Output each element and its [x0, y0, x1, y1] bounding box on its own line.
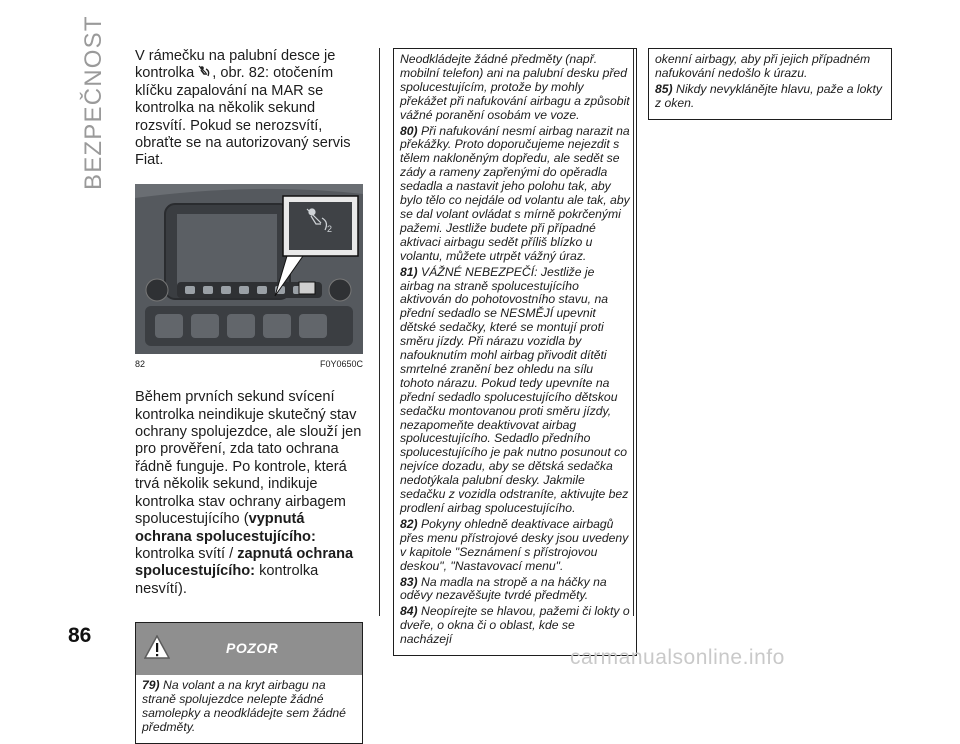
- column-rule-1: [379, 48, 380, 616]
- warnings-column-2: [393, 48, 637, 656]
- page-number: 86: [68, 624, 92, 647]
- figure-code: F0Y0650C: [319, 358, 363, 369]
- svg-text:2: 2: [327, 223, 333, 234]
- warning-82: 82) Pokyny ohledně deaktivace airbagů přes menu přístrojové desky jsou uvedeny v kapitole "Seznámení s přístrojovou deskou", "Nastavovací menu".: [400, 516, 629, 573]
- warning-80: 80) Při nafukování nesmí airbag narazit na překážky. Proto doporučujeme nejezdit s tělem nakloněným dopředu, ale sedět se zády a rameny zapřenými do opěradla sedadla a nastavit jeho polohu tak, aby bylo tělo co nejdále od volantu ale tak, aby se dal volant ovládat s mírně pokrčenými pažemi. Jestliže budete při případné aktivaci airbagu sedět příliš blízko u volantu, můžete utrpět vážný úraz.: [400, 123, 630, 263]
- warning-title: POZOR: [226, 640, 279, 657]
- warning-triangle-icon: [144, 635, 170, 659]
- status-paragraph: Během prvních sekund svícení kontrolka neindikuje skutečný stav ochrany spolujezdce, ale slouží jen pro prověření, zda tato ochrana řádně funguje. Po kontrole, která trvá několik sekund, indikuje kontrolka stav ochrany airbagem spolucestujícího (vypnutá ochrana spolucestujícího: kontrolka svítí / zapnutá ochrana spolucestujícího: kontrolka nesvítí).: [135, 389, 362, 597]
- warning-81: 81) VÁŽNÉ NEBEZPEČÍ: Jestliže je airbag na straně spolucestujícího aktivován do pohotovostního stavu, na přední sedadlo se NESMĚJÍ upevnit dětské sedačky, které se montují proti směru jízdy. Při nárazu vozidla by nafouknutím mohl airbag přivodit dítěti smrtelné zranění bez ohledu na sílu tohoto nárazu. Pokud tedy upevníte na přední sedadlo spolucestujícího dětskou sedačku montovanou proti směru jízdy, nezapomeňte deaktivovat airbag spolucestujícího. Sedadlo předního spolucestujícího je pak nutno posunout co nejvíce dozadu, aby se dětská sedačka nedotýkala palubní desky. Jakmile sedačku z vozidla odstraníte, aktivujte bez prodlení airbag spolucestujícího.: [400, 264, 629, 515]
- warnings-column-3: [648, 48, 892, 120]
- warning-continued: Neodkládejte žádné předměty (např. mobilní telefon) ani na palubní desku před spolucestujícím, protože by mohly překážet při nafukování airbagu a způsobit vážné poranění osobám ve voze.: [400, 52, 630, 122]
- section-title: BEZPEČNOST: [80, 15, 107, 190]
- column-1: [135, 48, 363, 744]
- warning-body: 79) Na volant a na kryt airbagu na straně spolujezdce nelepte žádné samolepky a neodkládejte sem žádné předměty.: [142, 678, 346, 734]
- watermark: carmanualsonline.info: [570, 646, 785, 669]
- warning-continued-3: okenní airbagy, aby při jejich případném nafukování nedošlo k úrazu.: [655, 52, 871, 80]
- figure-number: 82: [135, 358, 146, 369]
- dashboard-illustration: [135, 184, 363, 354]
- warning-84: 84) Neopírejte se hlavou, pažemi či lokty o dveře, o okna či o oblast, kde se nacházejí: [400, 604, 630, 647]
- figure-dashboard-image: [135, 184, 363, 354]
- intro-paragraph: V rámečku na palubní desce je kontrolka , obr. 82: otočením klíčku zapalování na MAR se kontrolka na několik sekund rozsvítí. Pokud se nerozsvítí, obraťte se na autorizovaný servis Fiat.: [135, 48, 351, 169]
- warning-83: 83) Na madla na stropě a na háčky na oděvy nezavěšujte tvrdé předměty.: [400, 574, 607, 603]
- warning-header: [136, 623, 362, 675]
- warning-85: 85) Nikdy nevyklánějte hlavu, paže a lokty z oken.: [655, 81, 882, 110]
- figure-caption: [135, 356, 363, 373]
- airbag-off-icon: [198, 65, 212, 79]
